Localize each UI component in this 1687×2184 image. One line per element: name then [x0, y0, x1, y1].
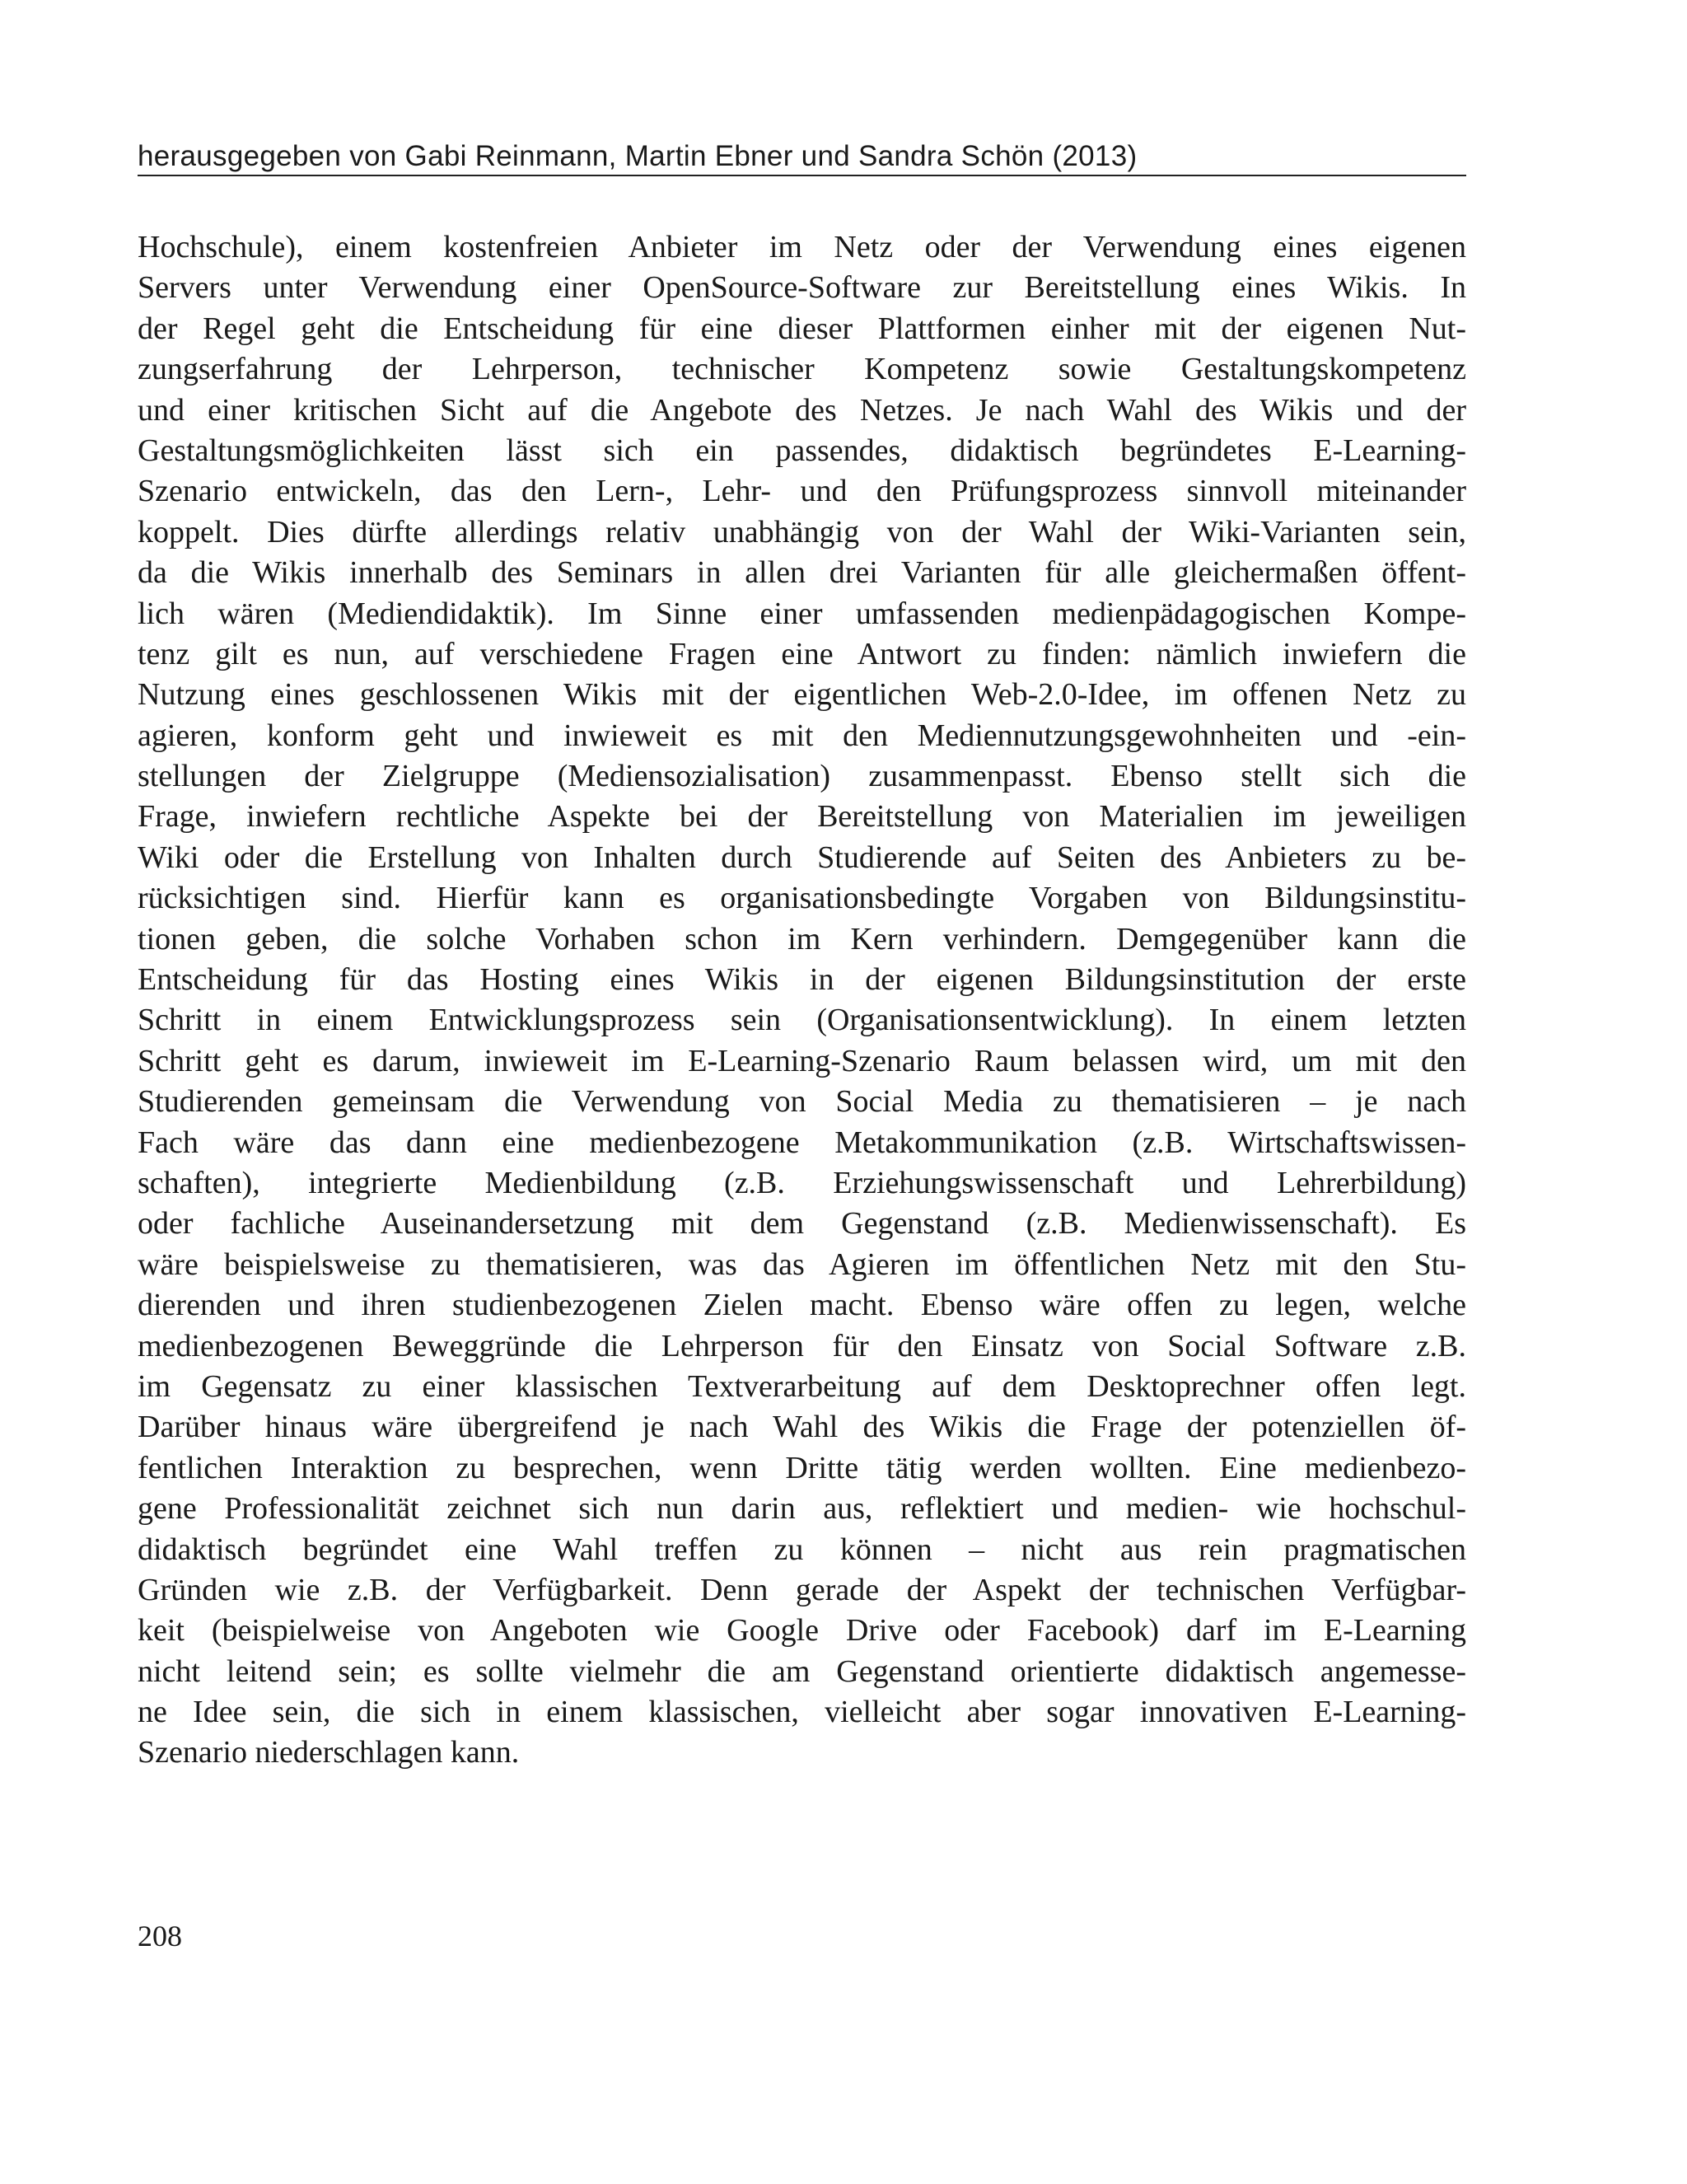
text-line: tenz gilt es nun, auf verschiedene Fragen eine Antwort zu finden: nämlich inwiefern die [138, 636, 1466, 671]
text-line: fentlichen Interaktion zu besprechen, wenn Dritte tätig werden wollten. Eine medienbezo- [138, 1450, 1466, 1485]
text-line: Szenario niederschlagen kann. [138, 1735, 520, 1770]
text-line: Darüber hinaus wäre übergreifend je nach Wahl des Wikis die Frage der potenziellen öf- [138, 1410, 1466, 1445]
text-line: Gründen wie z.B. der Verfügbarkeit. Denn gerade der Aspekt der technischen Verfügbar- [138, 1572, 1466, 1607]
text-line: Nutzung eines geschlossenen Wikis mit der eigentlichen Web-2.0-Idee, im offenen Netz zu [138, 677, 1466, 713]
text-line: dierenden und ihren studienbezogenen Zielen macht. Ebenso wäre offen zu legen, welche [138, 1288, 1466, 1323]
text-line: Wiki oder die Erstellung von Inhalten durch Studierende auf Seiten des Anbieters zu be- [138, 839, 1466, 875]
text-line: zungserfahrung der Lehrperson, technischer Kompetenz sowie Gestaltungskompetenz [138, 352, 1466, 387]
text-line: Gestaltungsmöglichkeiten lässt sich ein passendes, didaktisch begründetes E-Learning- [138, 433, 1466, 468]
text-line: im Gegensatz zu einer klassischen Textverarbeitung auf dem Desktoprechner offen legt. [138, 1368, 1466, 1404]
running-header: herausgegeben von Gabi Reinmann, Martin Ebner und Sandra Schön (2013) [138, 140, 1138, 172]
text-line: Studierenden gemeinsam die Verwendung von Social Media zu thematisieren – je nach [138, 1084, 1466, 1120]
text-line: lich wären (Mediendidaktik). Im Sinne einer umfassenden medienpädagogischen Kompe- [138, 596, 1466, 631]
text-line: Schritt in einem Entwicklungsprozess sein (Organisationsentwicklung). In einem letzten [138, 1003, 1466, 1038]
body-paragraph [138, 227, 1466, 1774]
text-line: rücksichtigen sind. Hierfür kann es organisationsbedingte Vorgaben von Bildungsinstitu- [138, 881, 1466, 916]
text-line: Szenario entwickeln, das den Lern-, Lehr- und den Prüfungsprozess sinnvoll miteinander [138, 474, 1466, 509]
text-line: gene Professionalität zeichnet sich nun darin aus, reflektiert und medien- wie hochschul- [138, 1491, 1466, 1527]
text-line: stellungen der Zielgruppe (Mediensozialisation) zusammenpasst. Ebenso stellt sich die [138, 759, 1466, 794]
text-line: Schritt geht es darum, inwieweit im E-Learning-Szenario Raum belassen wird, um mit den [138, 1043, 1466, 1078]
text-line: ne Idee sein, die sich in einem klassischen, vielleicht aber sogar innovativen E-Learning- [138, 1695, 1466, 1730]
header-rule [138, 175, 1466, 176]
text-line: da die Wikis innerhalb des Seminars in allen drei Varianten für alle gleichermaßen öffent- [138, 555, 1466, 591]
text-line: und einer kritischen Sicht auf die Angebote des Netzes. Je nach Wahl des Wikis und der [138, 392, 1466, 428]
text-line: nicht leitend sein; es sollte vielmehr die am Gegenstand orientierte didaktisch angemesse- [138, 1653, 1466, 1689]
text-line: Entscheidung für das Hosting eines Wikis in der eigenen Bildungsinstitution der erste [138, 962, 1466, 998]
text-line: Fach wäre das dann eine medienbezogene Metakommunikation (z.B. Wirtschaftswissen- [138, 1125, 1466, 1160]
text-line: koppelt. Dies dürfte allerdings relativ unabhängig von der Wahl der Wiki-Varianten sein, [138, 514, 1466, 550]
text-line: medienbezogenen Beweggründe die Lehrperson für den Einsatz von Social Software z.B. [138, 1328, 1466, 1363]
text-line: tionen geben, die solche Vorhaben schon im Kern verhindern. Demgegenüber kann die [138, 921, 1466, 956]
page-number: 208 [138, 1920, 182, 1953]
text-line: schaften), integrierte Medienbildung (z.B. Erziehungswissenschaft und Lehrerbildung) [138, 1165, 1466, 1200]
text-line: Servers unter Verwendung einer OpenSource-Software zur Bereitstellung eines Wikis. In [138, 270, 1466, 306]
text-line: wäre beispielsweise zu thematisieren, was das Agieren im öffentlichen Netz mit den Stu- [138, 1246, 1466, 1282]
text-line: Frage, inwiefern rechtliche Aspekte bei der Bereitstellung von Materialien im jeweiligen [138, 799, 1466, 835]
text-line: oder fachliche Auseinandersetzung mit dem Gegenstand (z.B. Medienwissenschaft). Es [138, 1206, 1466, 1242]
text-line: Hochschule), einem kostenfreien Anbieter im Netz oder der Verwendung eines eigenen [138, 230, 1466, 264]
text-line: didaktisch begründet eine Wahl treffen zu können – nicht aus rein pragmatischen [138, 1532, 1466, 1567]
text-line: keit (beispielweise von Angeboten wie Google Drive oder Facebook) darf im E-Learning [138, 1613, 1466, 1649]
text-line: der Regel geht die Entscheidung für eine dieser Plattformen einher mit der eigenen Nut- [138, 311, 1466, 346]
text-line: agieren, konform geht und inwieweit es mit den Mediennutzungsgewohnheiten und -ein- [138, 718, 1466, 753]
